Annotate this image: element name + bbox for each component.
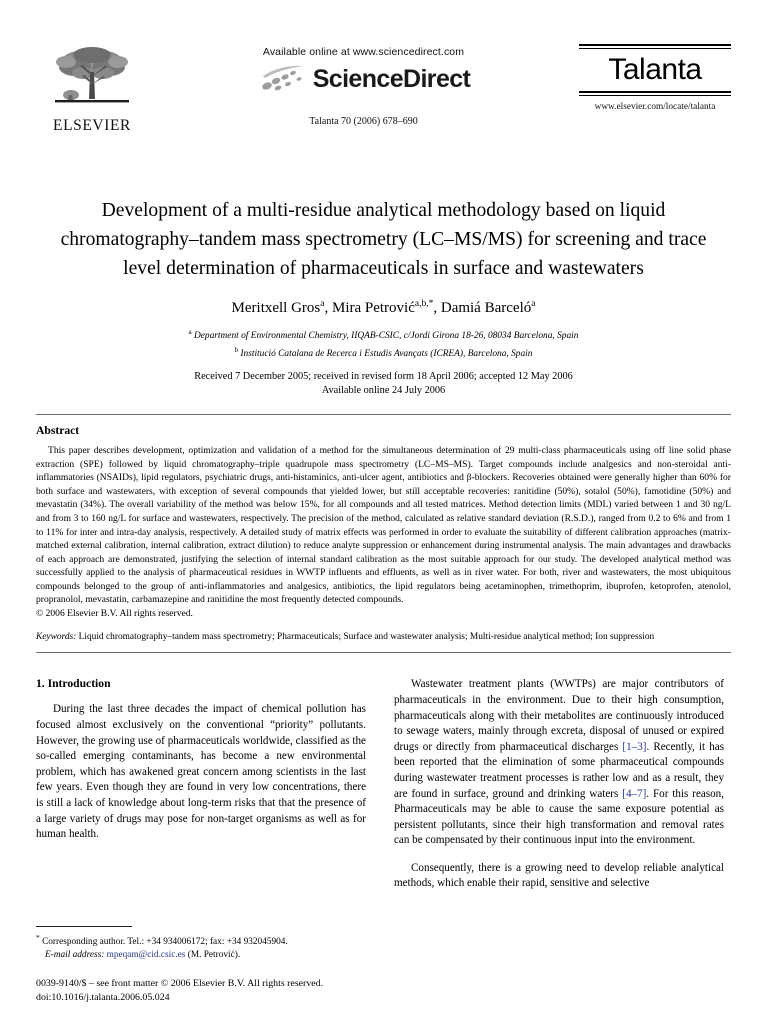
- received-line: Received 7 December 2005; received in revised form 18 April 2006; accepted 12 May 2006: [194, 371, 573, 383]
- sciencedirect-wordmark: ScienceDirect: [312, 64, 471, 93]
- sciencedirect-block: [148, 46, 579, 127]
- email-link[interactable]: mpeqam@cid.csic.es: [106, 950, 186, 961]
- affiliation-2: [36, 344, 731, 362]
- intro-paragraph-2-part2: . Recently, it has been reported that the elimination of some pharmaceutical compounds during wastewater treatment processes is rather low and as a result, they are found in surface, ground and drinking waters: [394, 740, 725, 800]
- affiliation-mark-1: a: [188, 328, 192, 336]
- citation-link-4-7[interactable]: [4–7]: [622, 787, 647, 800]
- column-left: [36, 677, 366, 903]
- history-dates: [36, 370, 731, 398]
- email-note: [36, 949, 366, 962]
- author-list: Meritxell Gros$^a$, Mira Petrović$^{a,b,*}$, Damiá Barceló$^a$: [231, 299, 536, 316]
- abstract-text: [36, 444, 731, 620]
- journal-name: Talanta: [608, 53, 702, 86]
- elsevier-tree-icon: [49, 42, 135, 116]
- corresponding-author-text: Corresponding author. Tel.: +34 934006172; fax: +34 932045904.: [42, 937, 288, 948]
- abstract-body-text: This paper describes development, optimization and validation of a method for the simultaneous determination of 29 multi-class pharmaceuticals using off line solid phase extraction (SPE) followed by liquid chromatography–triple quadrupole mass spectrometry (LC–MS–MS). Target compounds include analgesics and non-steroidal anti-inflammatories (NSAIDs), lipid regulators, psychiatric drugs, anti-histaminics, anti-ulcer agent, antibiotics and β-blockers. Recoveries obtained were generally higher than 60% for both surface and wastewaters, with exception of several compounds that yielded lower, but still acceptable recoveries: ranitidine (50%), sotalol (50%), famotidine (50%) and mevastatin (34%). The overall variability of the method was below 15%, for all compounds and all tested matrices. Method detection limits (MDL) varied between 1 and 30 ng/L and from 3 to 160 ng/L for surface and wastewaters, respectively. The precision of the method, calculated as relative standard deviation (R.S.D.), ranged from 0.2 to 6% and from 1 to 11% for inter and intra-day analysis, respectively. A detailed study of matrix effects was performed in order to evaluate the suitability of different calibration approaches (matrix-matched external calibration, internal calibration, extract dilution) to reduce analyte suppression or enhancement during instrumental analysis. The main advantages and drawbacks of each approach are demonstrated, justifying the selection of internal standard calibration as the most suitable approach for our study. The developed analytical method was successfully applied to the analysis of pharmaceutical residues in WWTP influents and effluents, as well as in river water. For both, river and wastewaters, the most ubiquitous compounds belonged to the group of anti-inflammatories and analgesics, antibiotics, the lipid regulators being acetaminophen, trimethoprim, ibuprofen, ketoprofen, atenolol, propranolol, mevastatin, carbamazepine and ranitidine the most frequently detected compounds.: [36, 445, 731, 606]
- footnote-block: [36, 926, 366, 962]
- asterisk-icon: *: [36, 933, 40, 943]
- intro-paragraph-1: During the last three decades the impact of chemical pollution has focused almost exclusively on the conventional “priority” pollutants. However, the growing use of pharmaceuticals worldwide, classified as the so-called emerging contaminants, has become a new environmental problem, which has awakened great concern among scientists in the last few years. Even though they are found in very low concentrations, there is still a lack of knowledge about long-term risks that that the presence of a large variety of drugs may pose for non-target organisms as well as for human health.: [36, 703, 366, 841]
- elsevier-logo: [36, 42, 148, 135]
- email-label: E-mail address:: [45, 950, 105, 961]
- column-right: [394, 677, 724, 903]
- sciencedirect-logo: [148, 64, 579, 94]
- author-mark-1: a: [320, 299, 325, 309]
- affiliation-mark-2: b: [234, 345, 239, 354]
- page-footer: [36, 977, 456, 1004]
- author-name-2: Mira Petrović: [331, 300, 415, 316]
- keywords: [36, 631, 731, 644]
- corresponding-author-note: [36, 932, 366, 949]
- journal-logo: [579, 42, 731, 112]
- author-mark-3: a: [531, 299, 536, 309]
- keywords-label: Keywords:: [36, 632, 77, 643]
- section-heading-introduction: 1. Introduction: [36, 677, 111, 691]
- doi-line[interactable]: doi:10.1016/j.talanta.2006.05.024: [36, 991, 170, 1003]
- abstract-rule-top: [36, 414, 731, 415]
- footnote-rule: [36, 926, 132, 927]
- abstract-copyright: © 2006 Elsevier B.V. All rights reserved.: [36, 607, 193, 619]
- page-title: Development of a multi-residue analytical methodology based on liquid chromatography–tandem mass spectrometry (LC–MS/MS) for screening and trace level determination of pharmaceuticals in surface and wastewaters: [60, 200, 707, 279]
- journal-url: www.elsevier.com/locate/talanta: [594, 102, 716, 112]
- elsevier-wordmark: ELSEVIER: [53, 117, 131, 134]
- keywords-rule-bottom: [36, 652, 731, 653]
- intro-paragraph-2-part3: . For this reason, Pharmaceuticals may be able to cause the same exposure potential as persistent pollutants, since their high transformation and removal rates can be compensated by their continuous input into the environment.: [394, 787, 724, 847]
- keywords-text: Liquid chromatography–tandem mass spectrometry; Pharmaceuticals; Surface and wastewater analysis; Multi-residue analytical method; Ion suppression: [78, 632, 655, 643]
- affiliation-text-2: Institució Catalana de Recerca i Estudis Avançats (ICREA), Barcelona, Spain: [240, 348, 533, 359]
- masthead: [36, 0, 731, 162]
- journal-reference: Talanta 70 (2006) 678–690: [309, 116, 418, 127]
- sciencedirect-available-text: Available online at www.sciencedirect.com: [262, 46, 465, 58]
- affiliation-1: [36, 326, 731, 344]
- affiliation-text-1: Department of Environmental Chemistry, IIQAB-CSIC, c/Jordi Girona 18-26, 08034 Barcelona, Spain: [193, 331, 579, 342]
- intro-paragraph-3: Consequently, there is a growing need to develop reliable analytical methods, which enable their rapid, sensitive and selective: [394, 861, 724, 890]
- citation-link-1-3[interactable]: [1–3]: [622, 740, 647, 753]
- author-name-1: Meritxell Gros: [231, 300, 321, 316]
- author-name-3: Damiá Barceló: [440, 300, 532, 316]
- intro-paragraph-2-part1: Wastewater treatment plants (WWTPs) are major contributors of pharmaceuticals in the environment. Due to their high consumption, pharmaceuticals along with their metabolites are continuously introduced to sewage waters, mainly through excreta, disposal of unused or expired drugs or directly from pharmaceutical discharges: [394, 678, 724, 753]
- available-online-line: Available online 24 July 2006: [321, 385, 446, 397]
- body-columns: [36, 677, 731, 903]
- journal-logo-rule-bottom: [579, 91, 731, 96]
- issn-line: 0039-9140/$ – see front matter © 2006 Elsevier B.V. All rights reserved.: [36, 978, 324, 990]
- intro-paragraph-2: [394, 677, 724, 849]
- abstract-heading: Abstract: [36, 424, 80, 438]
- author-mark-2: a,b,*: [414, 299, 434, 309]
- email-suffix: (M. Petrović).: [187, 950, 241, 961]
- sciencedirect-swoosh-icon: [257, 64, 309, 94]
